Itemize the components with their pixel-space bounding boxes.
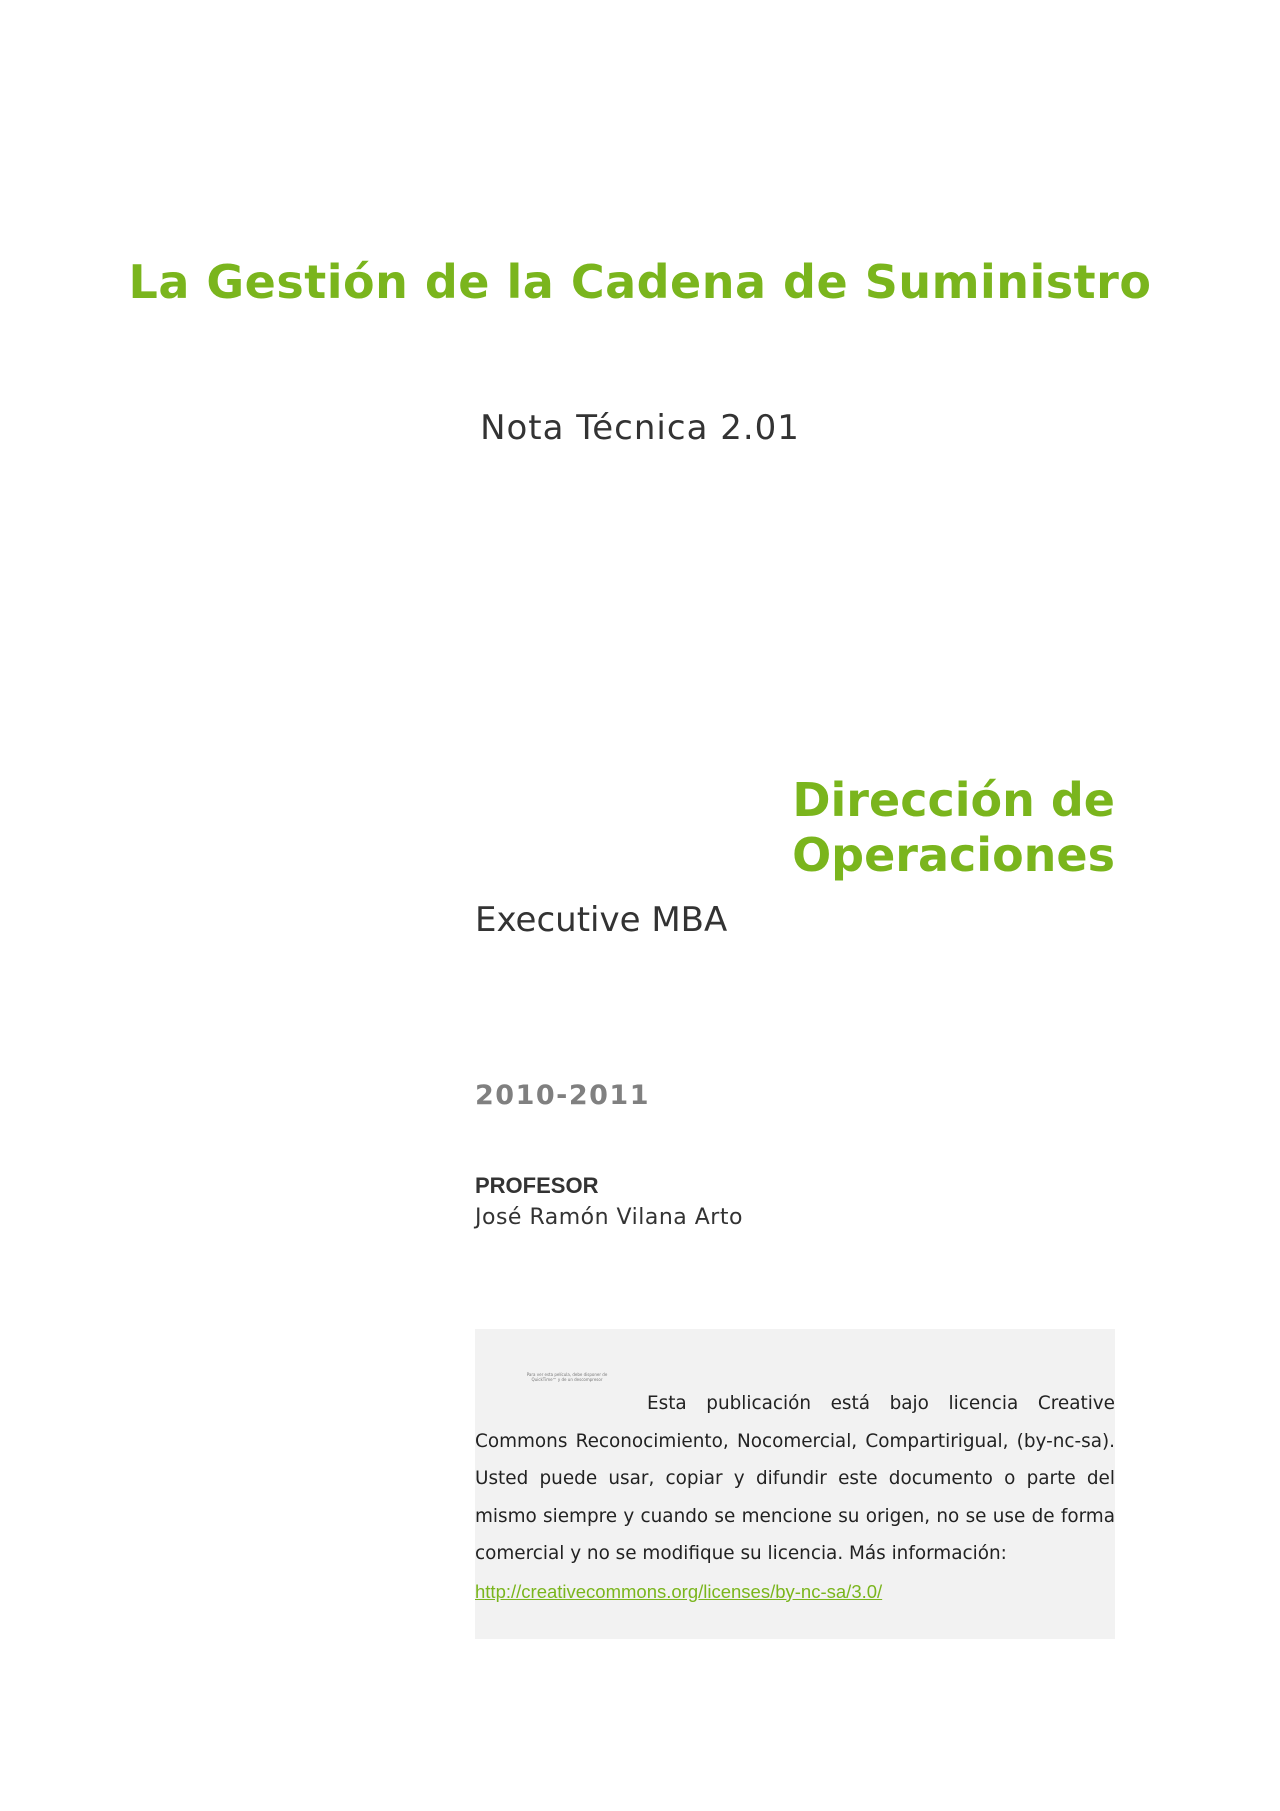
professor-name: José Ramón Vilana Arto bbox=[475, 1205, 743, 1230]
license-text: Esta publicación está bajo licencia Creative Commons Reconocimiento, Nocomercial, Compartirigual, (by-nc-sa). Usted puede usar, copiar y difundir este documento o parte del mismo siempre y cuando se mencione su origen, no se use de forma comercial y no se modifique su licencia. Más información: bbox=[475, 1393, 1115, 1564]
professor-label: PROFESOR bbox=[475, 1173, 599, 1198]
license-paragraph bbox=[475, 1385, 1115, 1611]
document-title: La Gestión de la Cadena de Suministro bbox=[128, 255, 1152, 309]
license-logo-placeholder: Para ver esta película, debe disponer de QuickTime™ y de un descompresor bbox=[526, 1372, 608, 1382]
academic-years: 2010-2011 bbox=[475, 1080, 650, 1111]
document-subtitle: Nota Técnica 2.01 bbox=[480, 408, 800, 448]
program-name: Executive MBA bbox=[475, 900, 728, 940]
license-link[interactable]: http://creativecommons.org/licenses/by-nc-sa/3.0/ bbox=[475, 1580, 883, 1602]
license-box bbox=[475, 1329, 1115, 1639]
section-title: Dirección de Operaciones bbox=[792, 773, 1115, 883]
